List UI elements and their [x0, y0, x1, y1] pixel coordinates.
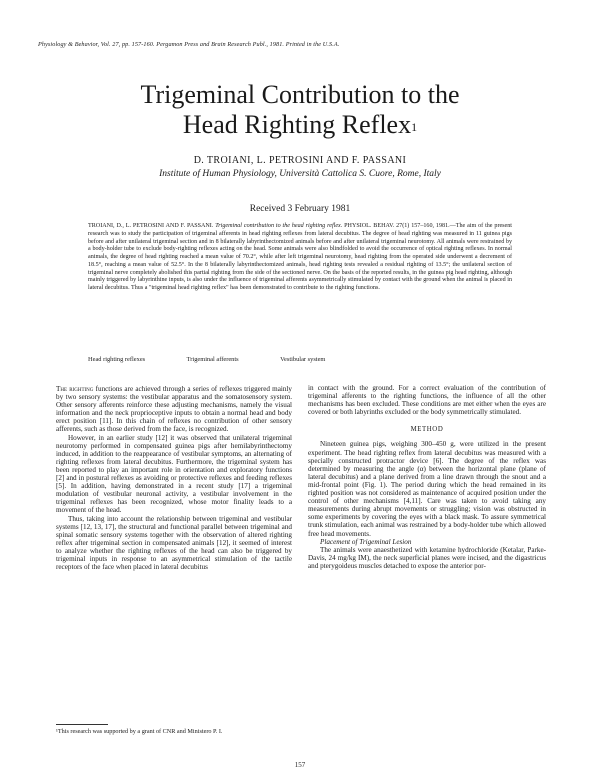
abstract-citation: TROIANI, D., L. PETROSINI AND F. PASSANI.	[88, 223, 214, 229]
keyword: Trigeminal afferents	[186, 356, 239, 363]
right-column	[308, 384, 546, 570]
section-heading-method: METHOD	[410, 426, 444, 434]
keyword: Head righting reflexes	[88, 356, 146, 363]
paragraph: Nineteen guinea pigs, weighing 300–450 g, were utilized in the present experiment. The head righting reflex from lateral decubitus was measured with a specially constructed protractor device [6]. The degree of the reflex was determined by measuring the angle (α) between the horizontal plane (plane of lateral decubitus) and a plane derived from a line drawn through the snout and a mid-frontal point (Fig. 1). The period during which the head remained in its righted position was not considered as maintenance of acquired position under the control of other mechanisms [4,11]. Care was taken to avoid taking any measurements during abrupt movements or struggling; vision was obstructed in some experiments by covering the eyes with a black mask. To assure symmetrical trunk stimulation, each animal was restrained by a body-holder tube which allowed free head movements.	[308, 440, 546, 538]
paragraph-text: functions are achieved through a series of reflexes triggered mainly by two sensory systems: the vestibular apparatus and the somatosensory system. Other sensory afferents reinforce these adjusting mechanisms, namely the visual information and the neck proprioceptive inputs to obtain a normal head and body erect position [11]. In this chain of reflexes no contribution of other sensory afferents, such as those derived from the face, is recognized.	[56, 385, 292, 434]
author-list: D. TROIANI, L. PETROSINI AND F. PASSANI	[193, 155, 407, 166]
received-date: Received 3 February 1981	[249, 204, 351, 214]
title-footnote-mark: 1	[411, 120, 418, 134]
affiliation: Institute of Human Physiology, Università Cattolica S. Cuore, Rome, Italy	[159, 169, 441, 179]
subsection-heading: Placement of Trigeminal Lesion	[320, 537, 412, 546]
paragraph: in contact with the ground. For a correct evaluation of the contribution of trigeminal afferents to the righting functions, the influence of all the other mechanisms has been excluded. These conditions are met either when the eyes are covered or both labyrinths excluded or the body symmetrically stimulated.	[308, 384, 546, 417]
intro-paragraph	[56, 385, 292, 434]
left-column	[56, 385, 292, 571]
keyword: Vestibular system	[280, 356, 326, 363]
page-number: 157	[294, 761, 306, 769]
abstract-citation-title: Trigeminal contribution to the head righting reflex.	[215, 223, 343, 229]
running-head: Physiology & Behavior, Vol. 27, pp. 157-160. Pergamon Press and Brain Research Publ., 1981. Printed in the U.S.A.	[38, 41, 340, 48]
paragraph: The animals were anaesthetized with ketamine hydrochloride (Ketalar, Parke-Davis, 24 mg/kg IM), the neck superficial planes were incised, and the digastricus and pterygoideus muscles detached to expose the anterior por-	[308, 545, 546, 570]
title-line-2: Head Righting Reflex	[182, 110, 412, 139]
article-title	[60, 80, 540, 140]
keywords	[88, 356, 512, 363]
lead-in: The righting	[56, 385, 94, 393]
abstract-text: PHYSIOL. BEHAV. 27(1) 157–160, 1981.—The aim of the present research was to study the participation of trigeminal afferents in head righting reflexes from lateral decubitus. The degree of head righting was measured in 11 guinea pigs before and after unilateral trigeminal section and in 8 bilaterally labyrinthectomized animals before and after unilateral trigeminal neurotomy. All animals were restrained by a body-holder tube to exclude body-righting reflexes acting on the head. Some animals were also blindfolded to avoid the occurrence of optical righting reflexes. In normal animals, the degree of head righting reached a mean value of 70.2°, while after left trigeminal neurotomy, head righting from the operated side underwent a decrement of 18.5°, reaching a mean value of 52.5°. In the 8 bilaterally labyrinthectomized animals, head righting tests revealed a residual righting of 13.5°; the unilateral section of trigeminal nerve completely abolished this partial righting from the side of the sectioned nerve. On the basis of the reported results, in the guinea pig head righting, although mainly triggered by labyrinthine inputs, is also under the influence of trigeminal afferents asymmetrically stimulated by contact with the ground when the animal is placed in lateral decubitus. Thus a "trigeminal head righting reflex" has been demonstrated to contribute to the righting functions.	[88, 223, 512, 291]
footnote-divider	[56, 724, 108, 725]
footnote: ¹This research was supported by a grant of CNR and Ministero P. I.	[56, 728, 223, 735]
paragraph: Thus, taking into account the relationship between trigeminal and vestibular systems [12, 13, 17], the structural and functional parallel between trigeminal and spinal somatic sensory systems together with the observation of altered righting reflex after trigeminal section in compensated animals [12], it seemed of interest to analyze whether the righting reflexes of the head can also be triggered by trigeminal inputs in response to an asymmetrical stimulation of the tactile receptors of the face when placed in lateral decubitus	[56, 514, 292, 572]
abstract	[88, 223, 512, 293]
paragraph: However, in an earlier study [12] it was observed that unilateral trigeminal neurotomy performed in compensated guinea pigs after hemilabyrinthectomy induced, in addition to the reappearance of vestibular symptoms, an alternating of righting reflexes from lateral decubitus. Furthermore, the trigeminal system has been reported to play an important role in orientation and exploratory functions [2] and in postural reflexes as avoiding or protective reflexes and feeding reflexes [5]. In addition, having demonstrated in a recent study [17] a trigeminal modulation of vestibular neuronal activity, a vestibular involvement in the trigeminal reflexes has been recognized, whose motor finality leads to a movement of the head.	[56, 433, 292, 515]
title-line-1: Trigeminal Contribution to the	[140, 80, 460, 109]
